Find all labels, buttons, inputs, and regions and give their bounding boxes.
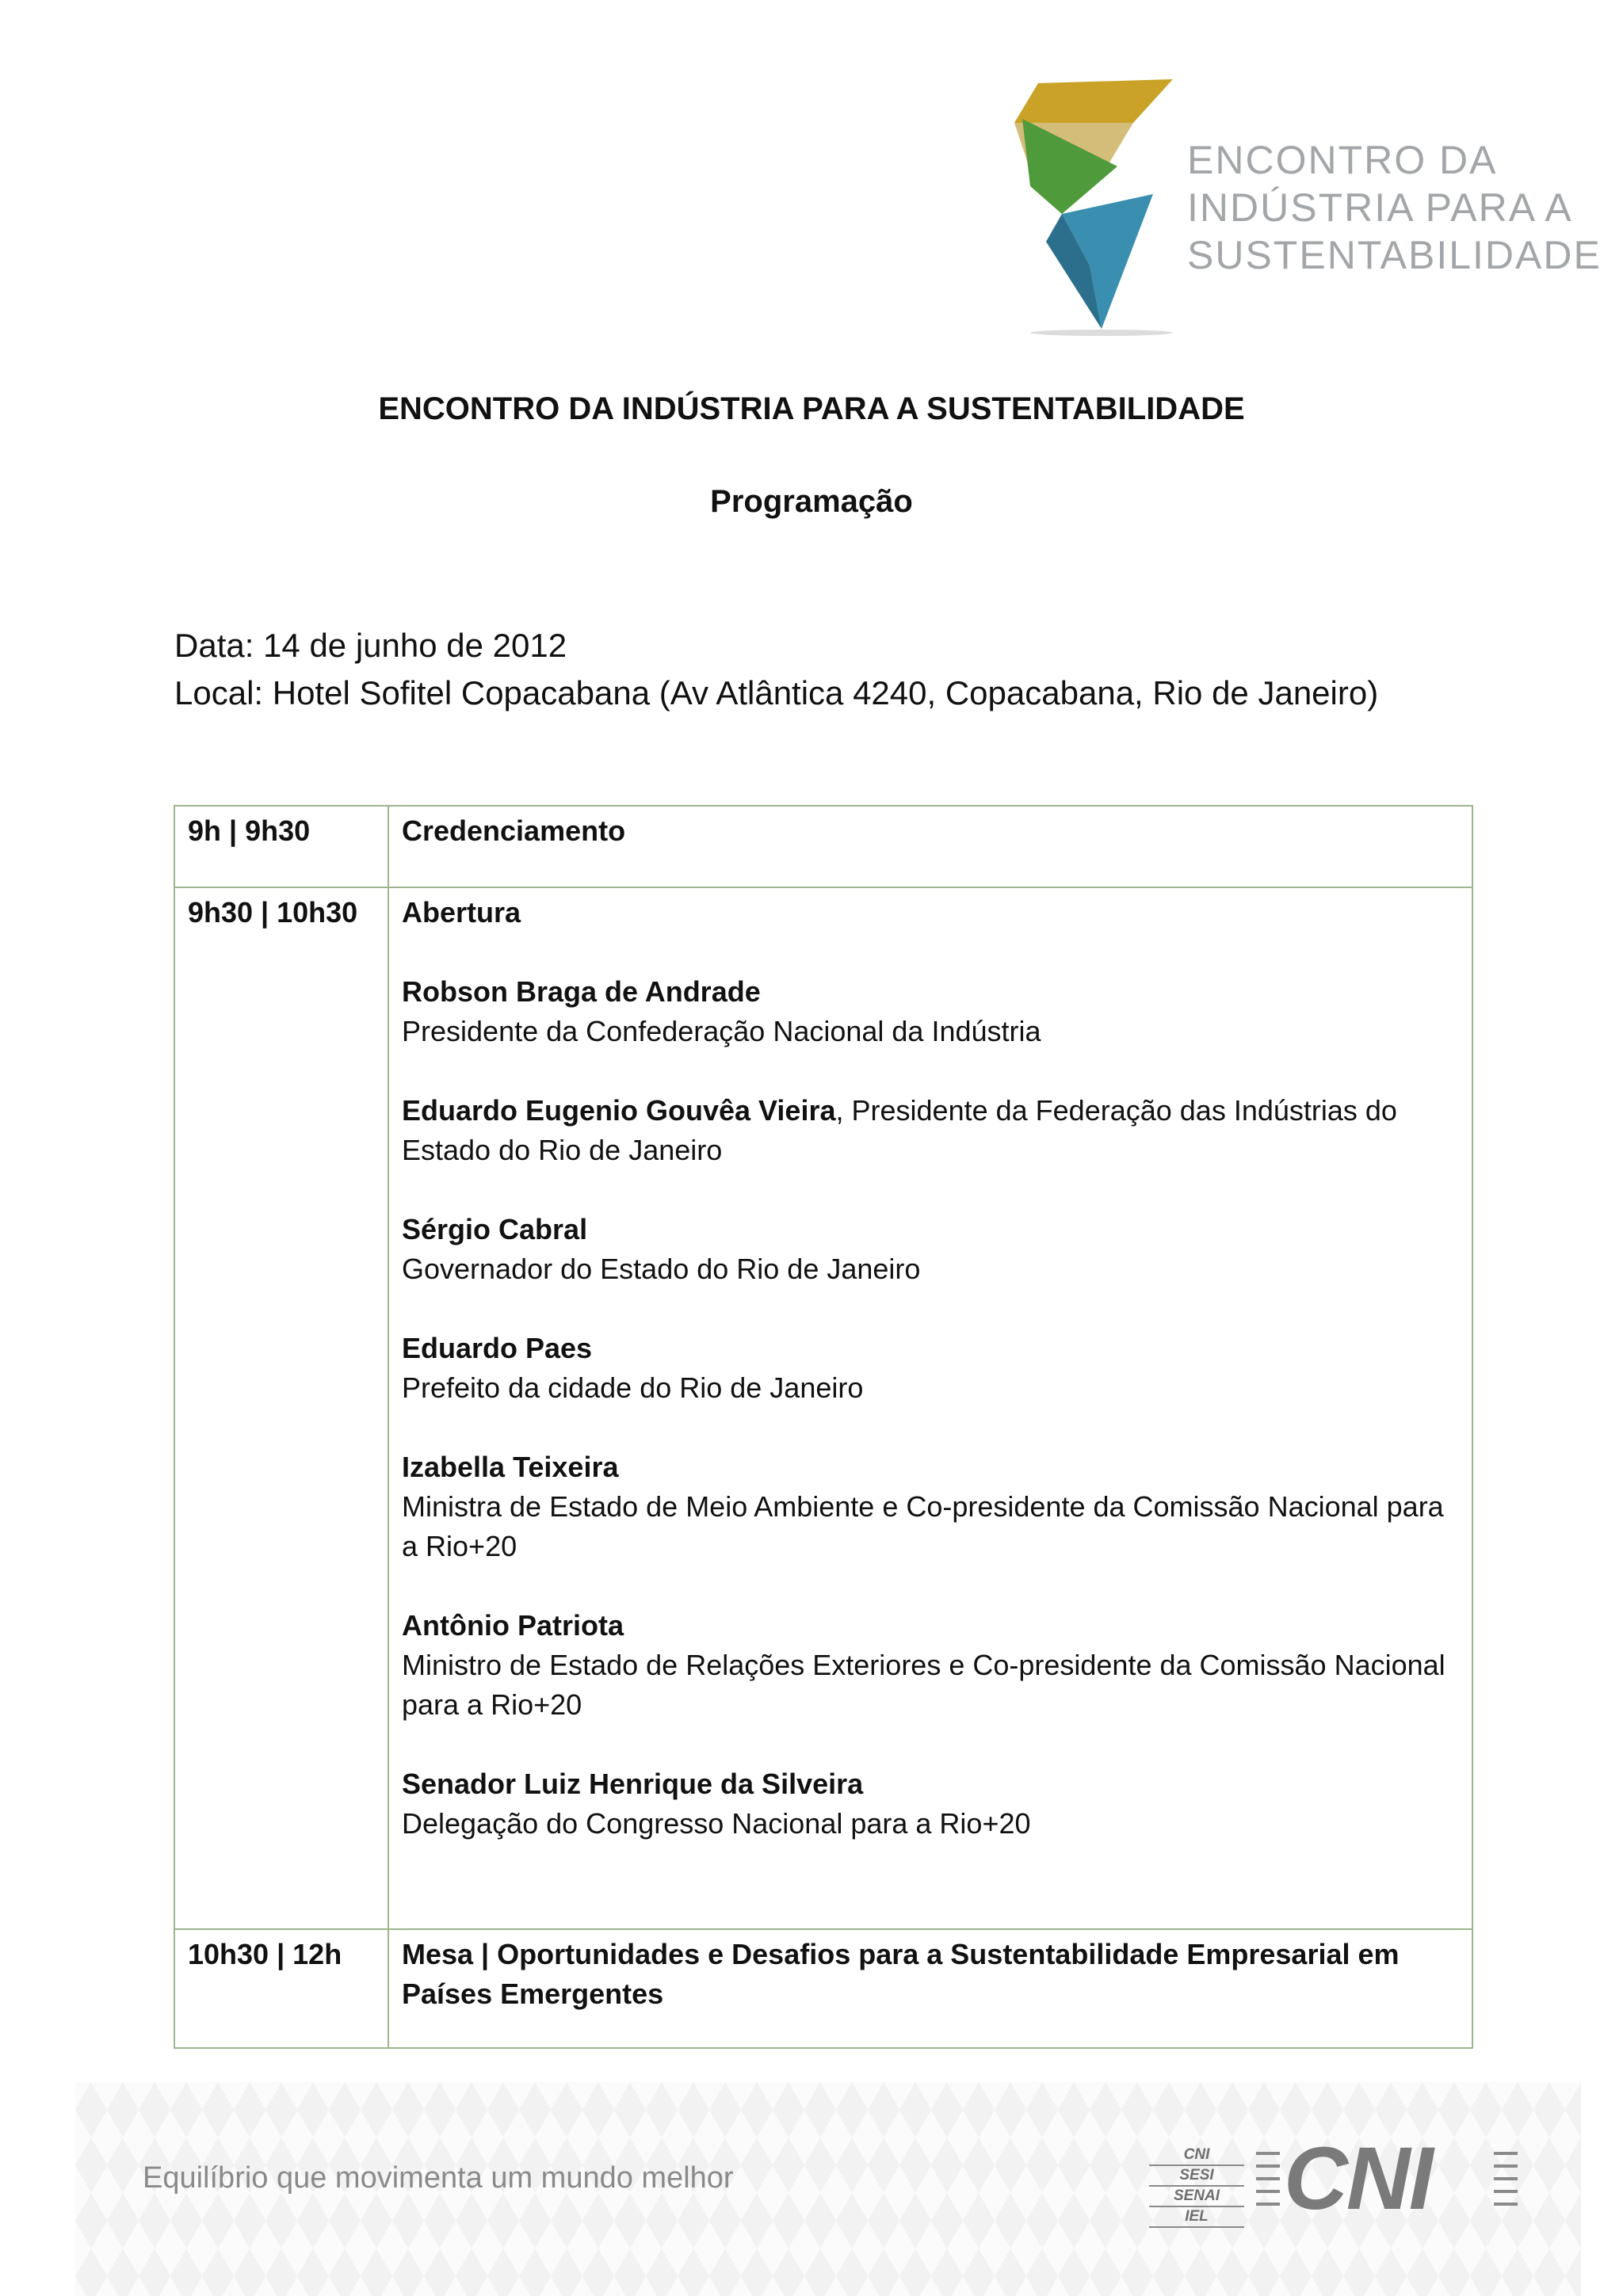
- logo-line-2: INDÚSTRIA PARA A: [1187, 185, 1573, 230]
- speaker-role: Ministra de Estado de Meio Ambiente e Co-presidente da Comissão Nacional para a Rio+20: [402, 1490, 1444, 1562]
- session-content: [388, 887, 1472, 1929]
- speaker-role: Delegação do Congresso Nacional para a Rio+20: [402, 1807, 1031, 1840]
- speaker: [402, 1210, 1459, 1289]
- institution-iel: IEL: [1149, 2207, 1244, 2228]
- speaker-name: Robson Braga de Andrade: [402, 975, 761, 1008]
- event-date: Data: 14 de junho de 2012: [174, 627, 567, 664]
- session-content: [388, 1929, 1472, 2048]
- speaker-role: Presidente da Federação das Indústrias do Estado do Rio de Janeiro: [402, 1094, 1397, 1166]
- table-row: [174, 1929, 1472, 2048]
- speaker-name: Senador Luiz Henrique da Silveira: [402, 1768, 864, 1800]
- schedule-table: [174, 805, 1473, 2049]
- cni-logo: CNI: [1284, 2129, 1432, 2228]
- cni-stripes-right-icon: [1494, 2152, 1518, 2215]
- logo-line-1: ENCONTRO DA: [1187, 138, 1498, 182]
- institution-list: [1149, 2145, 1244, 2228]
- speaker: [402, 1606, 1459, 1725]
- speaker: [402, 972, 1459, 1051]
- session-title: Abertura: [402, 896, 521, 929]
- table-row: [174, 806, 1472, 887]
- speaker-role: Prefeito da cidade do Rio de Janeiro: [402, 1371, 864, 1404]
- speaker-name: Sérgio Cabral: [402, 1213, 588, 1245]
- speaker: [402, 1091, 1459, 1170]
- session-content: [388, 806, 1472, 887]
- event-logo-icon: [1014, 75, 1189, 337]
- institution-sesi: SESI: [1149, 2166, 1244, 2187]
- speaker-name: Antônio Patriota: [402, 1609, 624, 1642]
- institution-cni: CNI: [1149, 2145, 1244, 2166]
- event-info: [174, 622, 1378, 717]
- session-title: Mesa | Oportunidades e Desafios para a Sustentabilidade Empresarial em Países Emergentes: [402, 1938, 1400, 2010]
- event-location: Local: Hotel Sofitel Copacabana (Av Atlântica 4240, Copacabana, Rio de Janeiro): [174, 674, 1379, 711]
- logo-line-3: SUSTENTABILIDADE: [1187, 233, 1602, 277]
- session-time: 9h30 | 10h30: [174, 887, 388, 1929]
- speaker: [402, 1329, 1459, 1408]
- document-subtitle: Programação: [710, 484, 913, 519]
- session-time: 10h30 | 12h: [174, 1929, 388, 2048]
- session-time: 9h | 9h30: [174, 806, 388, 887]
- institution-senai: SENAI: [1149, 2187, 1244, 2207]
- session-title: Credenciamento: [402, 814, 626, 847]
- speaker-name: Eduardo Paes: [402, 1332, 593, 1364]
- footer-tagline: Equilíbrio que movimenta um mundo melhor: [143, 2161, 734, 2195]
- event-logo-wordmark: [1187, 136, 1602, 279]
- speaker-name: Izabella Teixeira: [402, 1451, 619, 1483]
- speaker-separator: ,: [835, 1094, 844, 1127]
- speaker-role: Ministro de Estado de Relações Exteriores e Co-presidente da Comissão Nacional para a Rio+20: [402, 1649, 1445, 1721]
- speaker-role: Presidente da Confederação Nacional da Indústria: [402, 1015, 1041, 1047]
- cni-stripes-left-icon: [1256, 2152, 1280, 2215]
- speaker: [402, 1447, 1459, 1566]
- table-row: [174, 887, 1472, 1929]
- speaker: [402, 1764, 1459, 1844]
- speaker-name: Eduardo Eugenio Gouvêa Vieira: [402, 1094, 836, 1127]
- document-title: ENCONTRO DA INDÚSTRIA PARA A SUSTENTABILIDADE: [378, 391, 1245, 426]
- page-footer: [75, 2082, 1581, 2296]
- speaker-role: Governador do Estado do Rio de Janeiro: [402, 1253, 921, 1285]
